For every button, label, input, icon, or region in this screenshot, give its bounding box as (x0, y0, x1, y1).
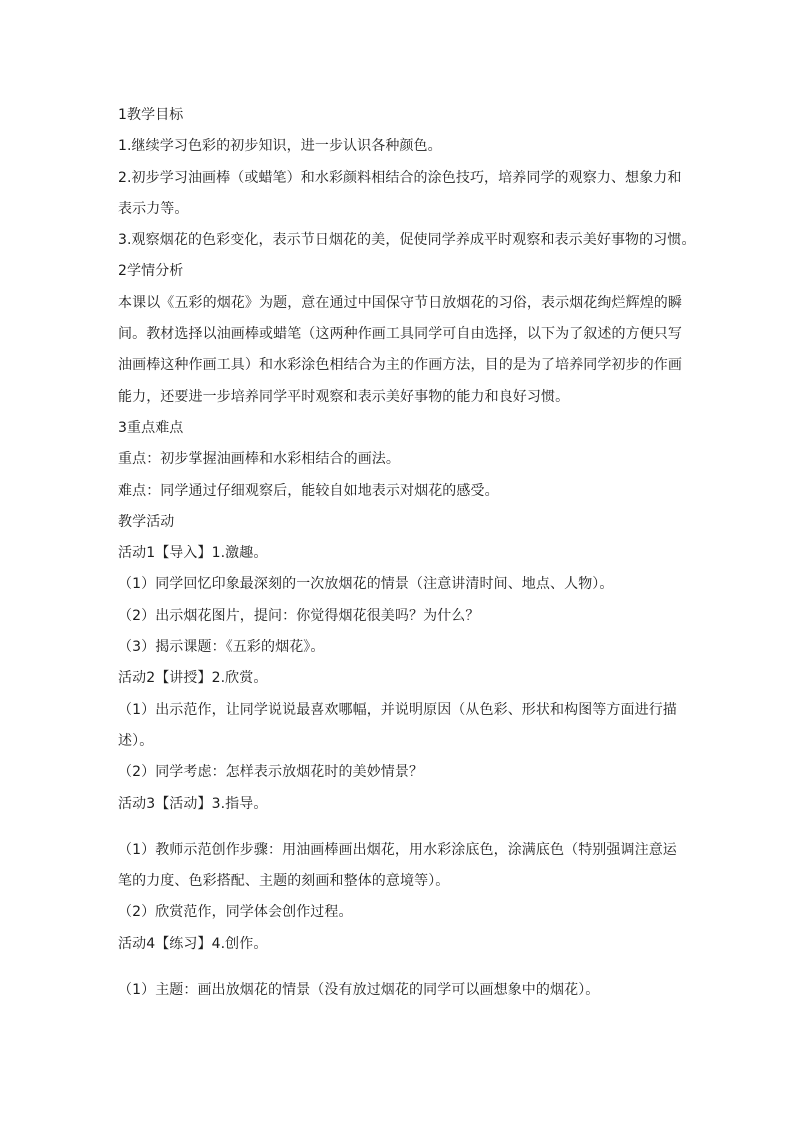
spacer (118, 820, 688, 835)
list-item: （1）教师示范创作步骤：用油画棒画出烟花，用水彩涂底色，涂满底色（特别强调注意运 (118, 841, 677, 858)
section-heading-analysis: 2学情分析 (118, 263, 184, 280)
activity-heading: 活动1【导入】1.激趣。 (118, 545, 268, 562)
list-item: （2）同学考虑：怎样表示放烟花时的美妙情景？ (118, 764, 424, 781)
activity-heading: 活动4【练习】4.创作。 (118, 935, 268, 952)
list-item: （2）出示烟花图片，提问：你觉得烟花很美吗？为什么？ (118, 607, 480, 624)
section-heading-objectives: 1教学目标 (118, 107, 184, 123)
paragraph: 重点：初步掌握油画棒和水彩相结合的画法。 (118, 451, 400, 468)
list-item: （1）出示范作，让同学说说最喜欢哪幅，并说明原因（从色彩、形状和构图等方面进行描 (118, 701, 677, 718)
section-heading-key-points: 3重点难点 (118, 419, 184, 436)
section-heading-activities: 教学活动 (118, 513, 175, 530)
activity-heading: 活动3【活动】3.指导。 (118, 795, 268, 812)
spacer (118, 960, 688, 975)
document-page (118, 100, 696, 1006)
paragraph: 间。教材选择以油画棒或蜡笔（这两种作画工具同学可自由选择，以下为了叙述的方便只写 (118, 326, 682, 343)
list-item: （1）主题：画出放烟花的情景（没有放过烟花的同学可以画想象中的烟花）。 (118, 982, 600, 999)
list-item: （1）同学回忆印象最深刻的一次放烟花的情景（注意讲清时间、地点、人物）。 (118, 576, 614, 593)
list-item: 述）。 (118, 732, 154, 749)
paragraph: 3.观察烟花的色彩变化，表示节日烟花的美，促使同学养成平时观察和表示美好事物的习惯。 (118, 232, 696, 249)
activity-heading: 活动2【讲授】2.欣赏。 (118, 670, 268, 687)
paragraph: 本课以《五彩的烟花》为题，意在通过中国保守节日放烟花的习俗，表示烟花绚烂辉煌的瞬 (118, 294, 682, 311)
list-item: （2）欣赏范作，同学体会创作过程。 (118, 904, 353, 921)
list-item: （3）揭示课题：《五彩的烟花》。 (118, 639, 325, 656)
paragraph: 油画棒这种作画工具）和水彩涂色相结合为主的作画方法，目的是为了培养同学初步的作画 (118, 357, 682, 374)
paragraph: 2.初步学习油画棒（或蜡笔）和水彩颜料相结合的涂色技巧，培养同学的观察力、想象力和 (118, 169, 682, 186)
list-item: 笔的力度、色彩搭配、主题的刻画和整体的意境等）。 (118, 873, 450, 890)
paragraph: 表示力等。 (118, 200, 189, 217)
paragraph: 能力，还要进一步培养同学平时观察和表示美好事物的能力和良好习惯。 (118, 388, 570, 405)
paragraph: 难点：同学通过仔细观察后，能较自如地表示对烟花的感受。 (118, 482, 499, 499)
paragraph: 1.继续学习色彩的初步知识，进一步认识各种颜色。 (118, 138, 442, 155)
